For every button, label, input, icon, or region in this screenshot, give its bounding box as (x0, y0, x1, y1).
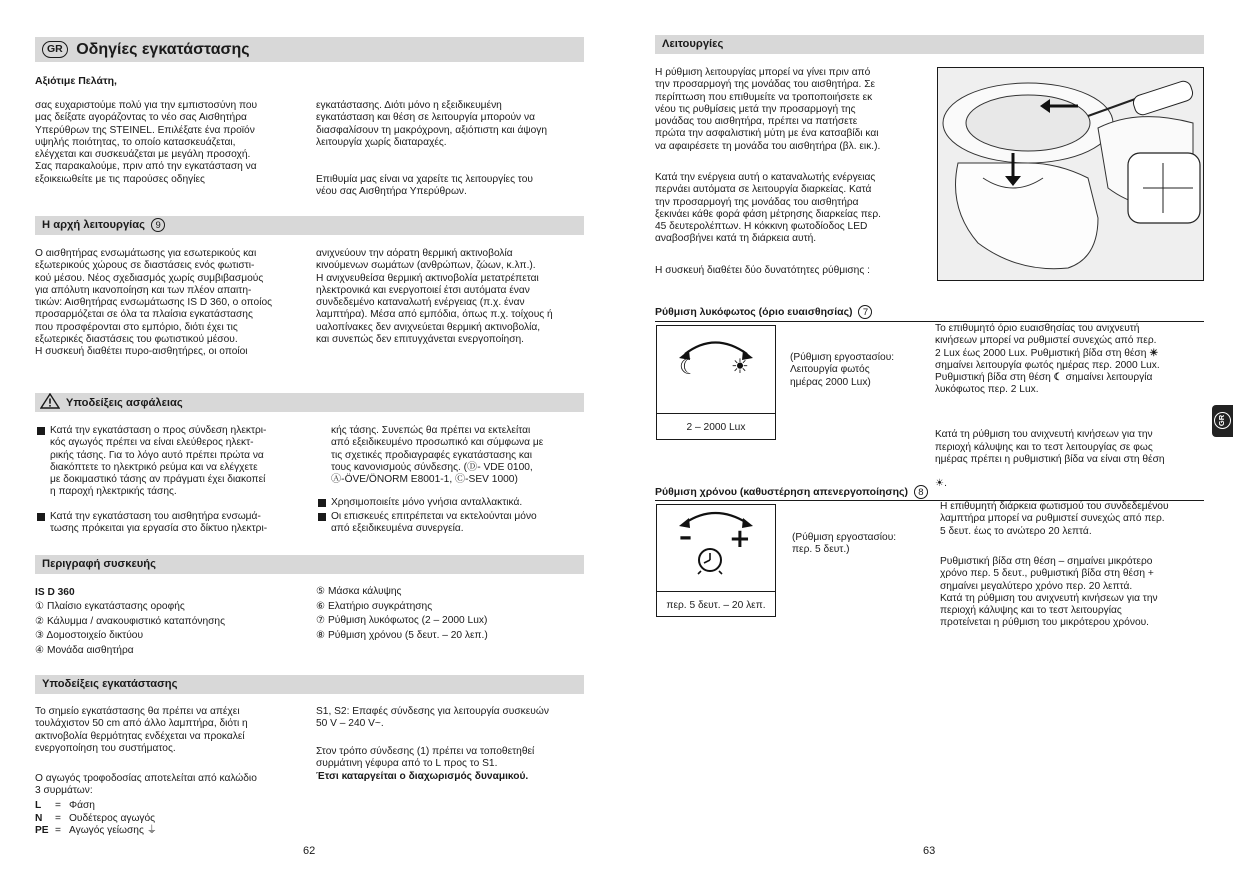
page-title: Οδηγίες εγκατάστασης (76, 41, 250, 58)
time-range: περ. 5 δευτ. – 20 λεπ. (666, 600, 766, 611)
intro-col1: σας ευχαριστούμε πολύ για την εμπιστοσύνη που μας δείξατε αγοράζοντας το νέο σας Αισθητήρα Υπερύθρων της STEINEL. Επιλέξατε ένα προϊόν υψηλής ποιότητας, το οποίο κατασκευάζεται, ελέγχεται και συσκευάζεται με μεγάλη προσοχή. Σας παρακαλούμε, πριν από την εγκατάσταση να εξοικειωθείτε με τις παρούσες οδηγίες (35, 100, 258, 185)
parts-list-col2 (316, 585, 591, 643)
part-item: ⑤ Μάσκα κάλυψης (316, 586, 402, 597)
safety-bullet-3 (316, 497, 591, 509)
page-number-right: 63 (923, 845, 936, 857)
safety-bullet-2-text: Κατά την εγκατάσταση του αισθητήρα ενσωμά- τωσης πρόκειται για εργασία στο δίκτυο ηλεκτρι- (50, 511, 268, 535)
model-name: IS D 360 (35, 587, 75, 598)
plus-icon: + (729, 524, 751, 554)
bullet-icon (37, 513, 45, 521)
wire-desc: Φάση (69, 800, 95, 811)
safety-bullet-3-text: Χρησιμοποιείτε μόνο γνήσια ανταλλακτικά. (331, 497, 523, 508)
part-item: ⑥ Ελατήριο συγκράτησης (316, 600, 433, 612)
principle-heading-text: Η αρχή λειτουργίας (42, 219, 145, 231)
section-description-heading (35, 555, 584, 574)
intro-col2a: εγκατάστασης. Διότι μόνο η εξειδικευμένη εγκατάσταση και θέση σε λειτουργία μπορούν να διασφαλίσουν τη μακρόχρονη, αξιόπιστη και άψογη λειτουργία χωρίς διαταραχές. (316, 100, 548, 148)
twilight-heading (655, 305, 872, 319)
functions-p2: Κατά την ενέργεια αυτή ο καταναλωτής ενέργειας περνάει αυτόματα σε λειτουργία διαρκείας. Κατά την προσαρμογή της μονάδας του αισθητήρα ξεκινάει κάθε φορά φάση μέτρησης διαρκείας περ. 45 δευτερολέπτων. Η κόκκινη φωτοδίοδος LED αναβοσβήνει κατά τη διάρκεια αυτή. (655, 172, 881, 245)
sensor-removal-illustration (937, 67, 1204, 281)
dial-divider (657, 413, 775, 414)
functions-p3: Η συσκευή διαθέτει δύο δυνατότητες ρύθμισης : (655, 265, 870, 276)
page-number-left: 62 (303, 845, 316, 857)
part-item: ⑧ Ρύθμιση χρόνου (5 δευτ. – 20 λεπ.) (316, 629, 488, 641)
twilight-desc-part2: σημαίνει λειτουργία φωτός ημέρας περ. 2000 Lux. Ρυθμιστική βίδα στη θέση (935, 359, 1160, 384)
safety-heading-text: Υποδείξεις ασφάλειας (65, 397, 183, 409)
wire-code: L (35, 800, 42, 811)
wire-desc: Αγωγός γείωσης ⏚ (69, 825, 157, 837)
sun-icon: ☀ (1149, 347, 1159, 359)
sun-icon: ☀ (935, 478, 945, 490)
twilight-desc2-text: Κατά τη ρύθμιση του ανιχνευτή κινήσεων για την περιοχή κάλυψης και το τεστ λειτουργίας σε φως ημέρας πρέπει η ρυθμιστική βίδα να είναι στη θέση (935, 429, 1165, 465)
time-heading-text: Ρύθμιση χρόνου (καθυστέρηση απενεργοποίησης) (655, 485, 908, 498)
twilight-dial-graphic (657, 326, 775, 411)
language-badge: GR (42, 41, 68, 58)
twilight-factory-setting: (Ρύθμιση εργοστασίου: Λειτουργία φωτός ημέρας 2000 Lux) (790, 352, 895, 388)
install-col2b: Στον τρόπο σύνδεσης (1) πρέπει να τοποθετηθεί συρμάτινη γέφυρα από το L προς το S1. (316, 746, 535, 770)
install-col2c: Έτσι καταργείται ο διαχωρισμός δυναμικού. (316, 771, 529, 782)
safety-bullet-4 (316, 511, 591, 536)
sun-icon: ☀ (731, 354, 749, 378)
functions-heading-text: Λειτουργίες (662, 38, 724, 50)
safety-col2: κής τάσης. Συνεπώς θα πρέπει να εκτελείται από εξειδικευμένο προσωπικό και σύμφωνα με τις σχετικές προδιαγραφές εγκατάστασης και τους κανονισμούς σύνδεσης. (Ⓓ- VDE 0100, Ⓐ-ÖVE/ÖNORM E8001-1, Ⓒ-SEV 1000) (331, 425, 544, 486)
time-dial-box (656, 504, 776, 617)
screwdriver-illustration (938, 68, 1203, 280)
twilight-figure-number: 7 (858, 305, 872, 319)
section-safety-heading (35, 393, 584, 412)
intro-col2b: Επιθυμία μας είναι να χαρείτε τις λειτουργίες του νέου σας Αισθητήρα Υπερύθρων. (316, 174, 533, 198)
twilight-dial-box (656, 325, 776, 440)
principle-col1: Ο αισθητήρας ενσωμάτωσης για εσωτερικούς και εξωτερικούς χώρους σε διαστάσεις ενός φωτιστι- κού μέσου. Νέος σχεδιασμός χωρίς συμβιβασμούς για απόλυτη ικανοποίηση και των πλέον απαιτη- τικών: Αισθητήρας ενσωμάτωσης IS D 360, ο οποίος προσαρμόζεται σε όλα τα πλαίσια εγκατάστασης που προσφέρονται στο εμπόριο, διότι έχει τις εξωτερικές διαστάσεις του φωτιστικού μέσου. Η συσκευή διαθέτει πυρο-αισθητήρες, οι οποίοι (35, 248, 273, 358)
wire-legend-row: PE = Αγωγός γείωσης ⏚ (35, 825, 157, 837)
install-col1a: Το σημείο εγκατάστασης θα πρέπει να απέχει τουλάχιστον 50 cm από άλλο λαμπτήρα, διότι η ακτινοβολία θερμότητας ενδέχεται να προκαλεί ενεργοποίηση του συστήματος. (35, 706, 248, 754)
time-figure-number: 8 (914, 485, 928, 499)
install-col1b: Ο αγωγός τροφοδοσίας αποτελείται από καλώδιο 3 συρμάτων: (35, 773, 257, 797)
clock-icon (698, 549, 722, 574)
wire-legend-row: L = Φάση (35, 800, 95, 811)
time-description-2: Ρυθμιστική βίδα στη θέση – σημαίνει μικρότερο χρόνο περ. 5 δευτ., ρυθμιστική βίδα στη θέση + σημαίνει μεγαλύτερο χρόνο περ. 20 λεπτά. Κατά τη ρύθμιση του ανιχνευτή κινήσεων για την περιοχή κάλυψης και το τεστ λειτουργίας προτείνεται η ρύθμιση του μικρότερου χρόνου. (940, 556, 1158, 629)
section-principle-heading (35, 216, 584, 235)
description-heading-text: Περιγραφή συσκευής (42, 558, 156, 570)
moon-icon: ☾ (679, 355, 699, 380)
wire-desc: Ουδέτερος αγωγός (69, 812, 156, 824)
time-factory-setting: (Ρύθμιση εργοστασίου: περ. 5 δευτ.) (792, 532, 897, 556)
section-install-heading (35, 675, 584, 694)
part-item: ④ Μονάδα αισθητήρα (35, 644, 134, 656)
wire-legend (35, 800, 310, 838)
principle-col2: ανιχνεύουν την αόρατη θερμική ακτινοβολία κινούμενων σωμάτων (ανθρώπων, ζώων, κ.λπ.). Η ανιχνευθείσα θερμική ακτινοβολία μετατρέπεται ηλεκτρονικά και ενεργοποιεί έτσι αυτόματα έναν συνδεδεμένο καταναλωτή ενέργειας (π.χ. έναν λαμπτήρα). Μέσα από εμπόδια, όπως π.χ. τοίχους ή υαλοπίνακες δεν ανιχνεύεται θερμική ακτινοβολία, και συνεπώς δεν επιτυγχάνεται ενεργοποίηση. (316, 248, 553, 346)
safety-bullet-1-text: Κατά την εγκατάσταση ο προς σύνδεση ηλεκτρι- κός αγωγός πρέπει να είναι ελεύθερος ηλεκτ- ρικής τάσης. Για το λόγο αυτό πρέπει πρώτα να διακόπτετε το ηλεκτρικό ρεύμα και να ελέγχετε με δοκιμαστικό τάσης αν πράγματι έχει διακοπεί η παροχή ηλεκτρικής τάσης. (50, 425, 267, 498)
part-item: ⑦ Ρύθμιση λυκόφωτος (2 – 2000 Lux) (316, 615, 488, 627)
wire-code: PE (35, 825, 49, 837)
safety-bullet-2 (35, 511, 315, 536)
side-tab-label: GR (1214, 412, 1231, 429)
bullet-icon (318, 499, 326, 507)
bullet-icon (37, 427, 45, 435)
safety-bullet-4-text: Οι επισκευές επιτρέπεται να εκτελούνται μόνο από εξειδικευμένα συνεργεία. (331, 511, 537, 535)
twilight-desc-part3: σημαίνει λειτουργία λυκόφωτος περ. 2 Lux. (935, 372, 1153, 396)
twilight-range: 2 – 2000 Lux (686, 422, 746, 433)
twilight-rule (655, 321, 1204, 322)
moon-icon: ☾ (1053, 372, 1063, 384)
time-heading (655, 485, 928, 499)
parts-list-col1 (35, 600, 310, 658)
twilight-description (935, 323, 1205, 397)
part-item: ② Κάλυμμα / ανακουφιστικό καταπόνησης (35, 615, 225, 627)
twilight-description-2: Κατά τη ρύθμιση του ανιχνευτή κινήσεων για την περιοχή κάλυψης και το τεστ λειτουργίας σε φως ημέρας πρέπει η ρυθμιστική βίδα να είναι στη θέση ☀. (935, 429, 1165, 490)
safety-bullet-1 (35, 425, 315, 499)
part-item: ① Πλαίσιο εγκατάστασης οροφής (35, 601, 185, 612)
install-col2a: S1, S2: Επαφές σύνδεσης για λειτουργία συσκευών 50 V – 240 V~. (316, 706, 549, 730)
greeting: Αξιότιμε Πελάτη, (35, 75, 117, 87)
time-dial-graphic (657, 505, 775, 590)
part-item: ③ Δομοστοιχείο δικτύου (35, 630, 144, 642)
page-title-bar (35, 37, 584, 62)
wire-code: N (35, 812, 43, 824)
bullet-icon (318, 513, 326, 521)
functions-p1: Η ρύθμιση λειτουργίας μπορεί να γίνει πριν από την προσαρμογή της μονάδας του αισθητήρα. Σε περίπτωση που επιθυμείτε να τροποποιήσετε εκ νέου τις ρυθμίσεις μετά την προσαρμογή της μονάδας του αισθητήρα, πρέπει να πατήσετε πρώτα την ασφαλιστική μύτη με ένα κατσαβίδι και να αφαιρέσετε τη μονάδα του αισθητήρα (βλ. εικ.). (655, 67, 881, 152)
twilight-desc-part1: Το επιθυμητό όριο ευαισθησίας του ανιχνευτή κινήσεων μπορεί να ρυθμιστεί συνεχώς από περ. 2 Lux έως 2000 Lux. Ρυθμιστική βίδα στη θέση (935, 323, 1157, 359)
language-side-tab (1212, 405, 1233, 437)
principle-figure-number: 9 (151, 218, 165, 232)
time-description-1: Η επιθυμητή διάρκεια φωτισμού του συνδεδεμένου λαμπτήρα μπορεί να ρυθμιστεί συνεχώς από περ. 5 δευτ. έως το ανώτερο 20 λεπτά. (940, 501, 1169, 537)
twilight-heading-text: Ρύθμιση λυκόφωτος (όριο ευαισθησίας) (655, 305, 853, 318)
warning-triangle-icon (40, 393, 60, 409)
install-heading-text: Υποδείξεις εγκατάστασης (42, 678, 178, 690)
section-functions-heading (655, 35, 1204, 54)
minus-icon: – (679, 522, 692, 552)
dial-divider (657, 591, 775, 592)
wire-legend-row: N = Ουδέτερος αγωγός (35, 812, 156, 824)
